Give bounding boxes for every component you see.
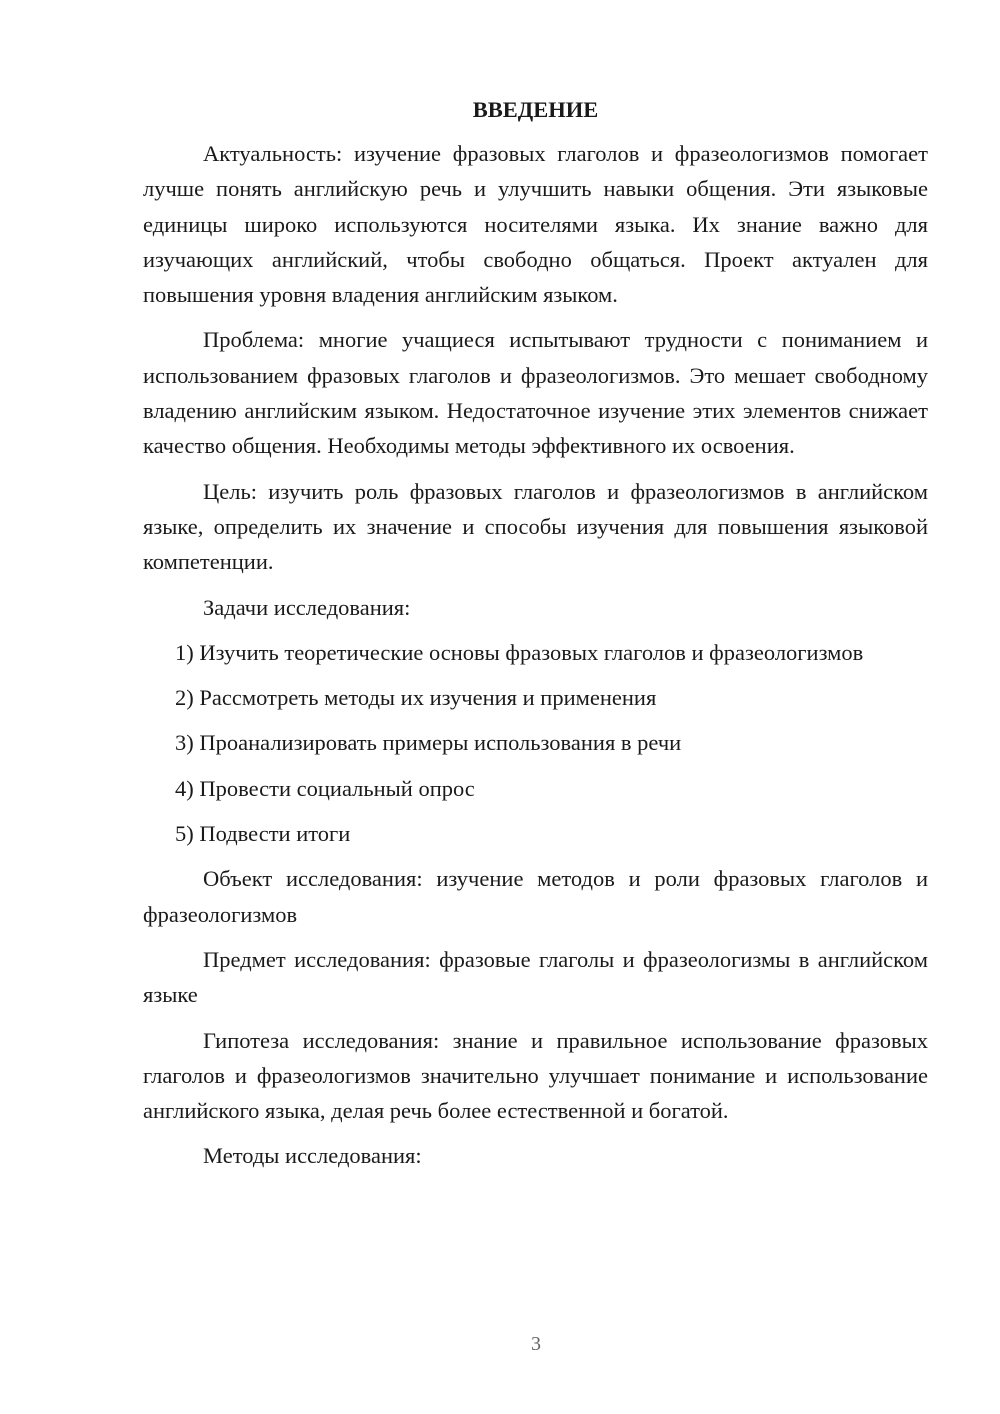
goal-paragraph: Цель: изучить роль фразовых глаголов и фразеологизмов в английском языке, определить их значение и способы изучения для повышения языковой компетенции.: [143, 478, 928, 575]
tasks-title: Задачи исследования:: [203, 594, 411, 620]
task-item: 5) Подвести итоги: [175, 821, 351, 847]
relevance-paragraph: Актуальность: изучение фразовых глаголов и фразеологизмов помогает лучше понять английскую речь и улучшить навыки общения. Эти языковые единицы широко используются носителями языка. Их знание важно для изучающих английский, чтобы свободно общаться. Проект актуален для повышения уровня владения английским языком.: [143, 141, 928, 308]
task-item: 4) Провести социальный опрос: [175, 775, 475, 801]
task-item: 3) Проанализировать примеры использования в речи: [175, 730, 682, 756]
task-item: 1) Изучить теоретические основы фразовых глаголов и фразеологизмов: [175, 639, 864, 665]
hypothesis-paragraph: Гипотеза исследования: знание и правильное использование фразовых глаголов и фразеологизмов значительно улучшает понимание и использование английского языка, делая речь более естественной и богатой.: [143, 1027, 928, 1124]
page-title: ВВЕДЕНИЕ: [472, 97, 599, 122]
page-number: 3: [531, 1333, 541, 1355]
subject-paragraph: Предмет исследования: фразовые глаголы и фразеологизмы в английском языке: [143, 946, 928, 1008]
task-item: 2) Рассмотреть методы их изучения и применения: [175, 685, 657, 711]
problem-paragraph: Проблема: многие учащиеся испытывают трудности с пониманием и использованием фразовых глаголов и фразеологизмов. Это мешает свободному владению английским языком. Недостаточное изучение этих элементов снижает качество общения. Необходимы методы эффективного их освоения.: [143, 327, 928, 459]
object-paragraph: Объект исследования: изучение методов и роли фразовых глаголов и фразеологизмов: [143, 866, 928, 927]
document-body: [143, 92, 928, 1184]
methods-title: Методы исследования:: [203, 1143, 422, 1169]
